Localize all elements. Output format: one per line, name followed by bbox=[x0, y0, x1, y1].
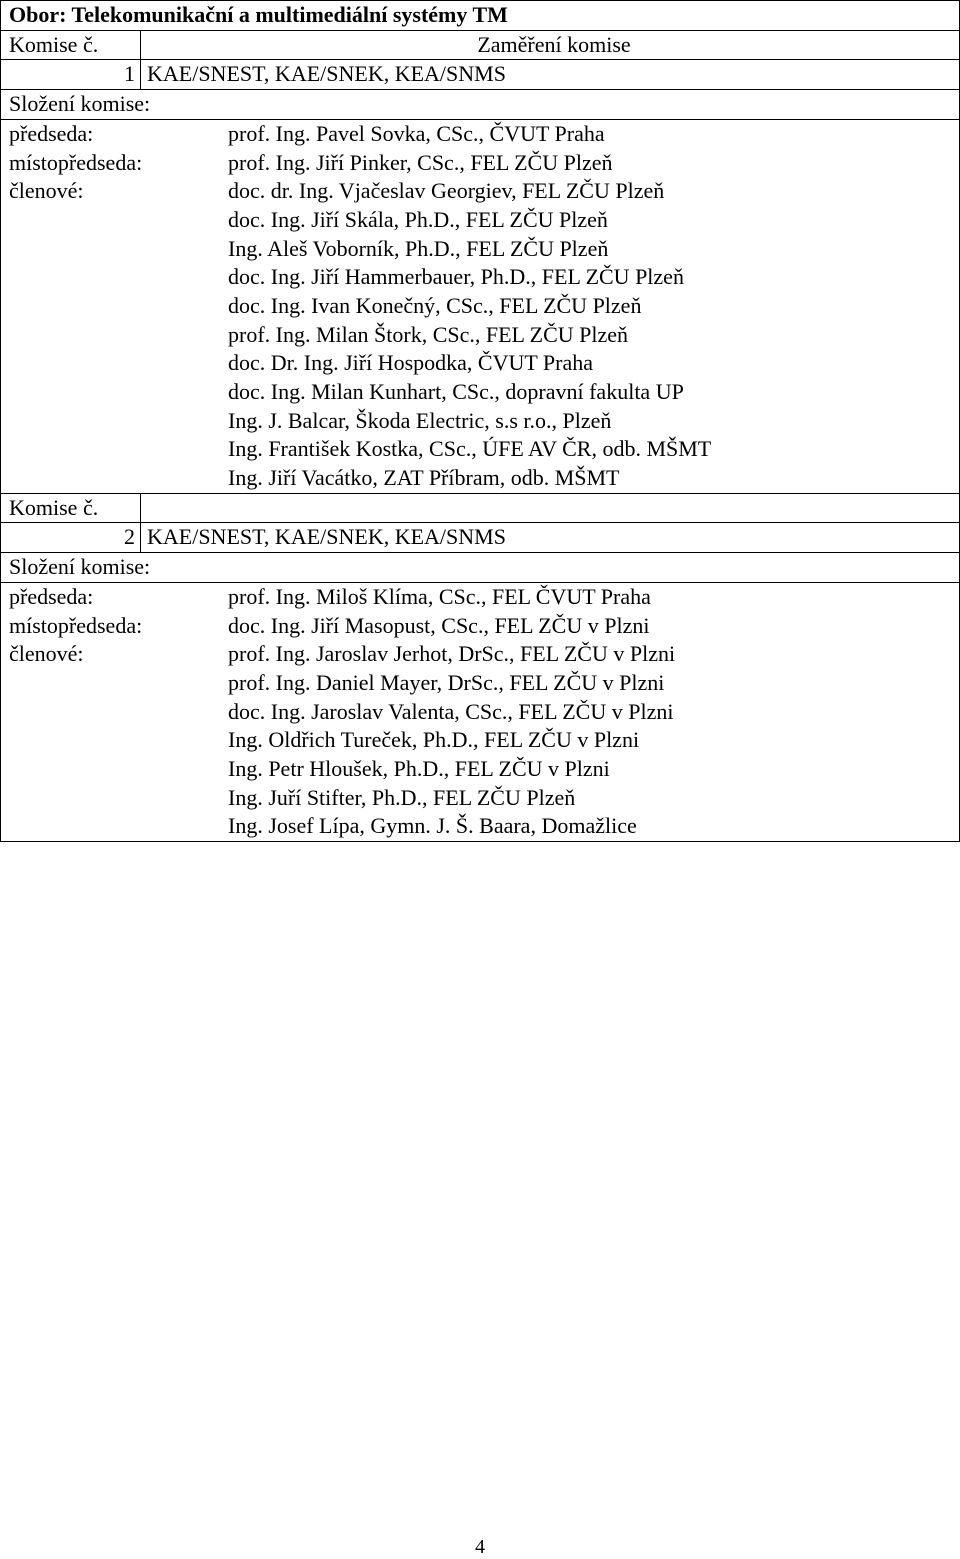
member-entry: Ing. Oldřich Tureček, Ph.D., FEL ZČU v Plzni bbox=[228, 727, 640, 753]
commission-label: Komise č. bbox=[1, 494, 141, 523]
commission-codes: KAE/SNEST, KAE/SNEK, KEA/SNMS bbox=[147, 524, 506, 550]
member-entry: prof. Ing. Pavel Sovka, CSc., ČVUT Praha bbox=[228, 120, 605, 146]
role-vice-chair: místopředseda: bbox=[9, 149, 143, 175]
member-entry: doc. Ing. Ivan Konečný, CSc., FEL ZČU Plzeň bbox=[228, 292, 642, 318]
role-members: členové: bbox=[9, 178, 84, 204]
member-entry: prof. Ing. Jiří Pinker, CSc., FEL ZČU Plzeň bbox=[228, 149, 613, 175]
member-entry: Ing. Juří Stifter, Ph.D., FEL ZČU Plzeň bbox=[228, 784, 576, 810]
focus-label: Zaměření komise bbox=[477, 31, 631, 57]
member-entry: prof. Ing. Jaroslav Jerhot, DrSc., FEL ZČU v Plzni bbox=[228, 641, 676, 667]
roles-column bbox=[1, 120, 220, 493]
commission-1-codes-row bbox=[1, 60, 959, 90]
commission-1-members-block bbox=[1, 120, 959, 494]
commission-2-codes-row bbox=[1, 523, 959, 553]
member-entry: Ing. Aleš Voborník, Ph.D., FEL ZČU Plzeň bbox=[228, 235, 609, 261]
member-entry: Ing. J. Balcar, Škoda Electric, s.s r.o., Plzeň bbox=[228, 407, 612, 433]
commission-number: 1 bbox=[1, 60, 141, 89]
members-column bbox=[220, 120, 959, 493]
roles-column bbox=[1, 583, 220, 841]
commission-2-members-block bbox=[1, 583, 959, 841]
member-entry: doc. Ing. Jaroslav Valenta, CSc., FEL ZČU v Plzni bbox=[228, 698, 674, 724]
member-entry: doc. dr. Ing. Vjačeslav Georgiev, FEL ZČU Plzeň bbox=[228, 178, 665, 204]
commission-2-header bbox=[1, 494, 959, 524]
member-entry: prof. Ing. Milan Štork, CSc., FEL ZČU Plzeň bbox=[228, 321, 629, 347]
field-title-row bbox=[1, 1, 959, 31]
commission-1-composition-row bbox=[1, 90, 959, 120]
page-number: 4 bbox=[475, 1536, 485, 1558]
member-entry: Ing. Petr Hloušek, Ph.D., FEL ZČU v Plzni bbox=[228, 755, 610, 781]
role-chair: předseda: bbox=[9, 583, 94, 609]
commission-1-header bbox=[1, 31, 959, 61]
focus-label bbox=[141, 494, 959, 523]
role-chair: předseda: bbox=[9, 120, 94, 146]
member-entry: doc. Ing. Milan Kunhart, CSc., dopravní fakulta UP bbox=[228, 379, 684, 404]
member-entry: doc. Ing. Jiří Skála, Ph.D., FEL ZČU Plzeň bbox=[228, 206, 608, 232]
commission-2-composition-row bbox=[1, 553, 959, 583]
commission-number: 2 bbox=[1, 523, 141, 552]
member-entry: Ing. František Kostka, CSc., ÚFE AV ČR, odb. MŠMT bbox=[228, 436, 712, 462]
member-entry: Ing. Jiří Vacátko, ZAT Příbram, odb. MŠMT bbox=[228, 465, 620, 491]
member-entry: doc. Dr. Ing. Jiří Hospodka, ČVUT Praha bbox=[228, 350, 593, 376]
member-entry: Ing. Josef Lípa, Gymn. J. Š. Baara, Domažlice bbox=[228, 813, 637, 839]
commission-codes: KAE/SNEST, KAE/SNEK, KEA/SNMS bbox=[147, 61, 506, 87]
member-entry: doc. Ing. Jiří Masopust, CSc., FEL ZČU v Plzni bbox=[228, 612, 650, 638]
field-title: Obor: Telekomunikační a multimediální systémy TM bbox=[9, 2, 508, 27]
members-column bbox=[220, 583, 959, 841]
role-members: členové: bbox=[9, 641, 84, 667]
member-entry: prof. Ing. Daniel Mayer, DrSc., FEL ZČU v Plzni bbox=[228, 669, 665, 695]
commission-label: Komise č. bbox=[1, 31, 141, 60]
composition-label: Složení komise: bbox=[9, 554, 151, 580]
member-entry: doc. Ing. Jiří Hammerbauer, Ph.D., FEL ZČU Plzeň bbox=[228, 264, 684, 290]
composition-label: Složení komise: bbox=[9, 91, 151, 117]
member-entry: prof. Ing. Miloš Klíma, CSc., FEL ČVUT Praha bbox=[228, 583, 651, 609]
role-vice-chair: místopředseda: bbox=[9, 612, 143, 638]
